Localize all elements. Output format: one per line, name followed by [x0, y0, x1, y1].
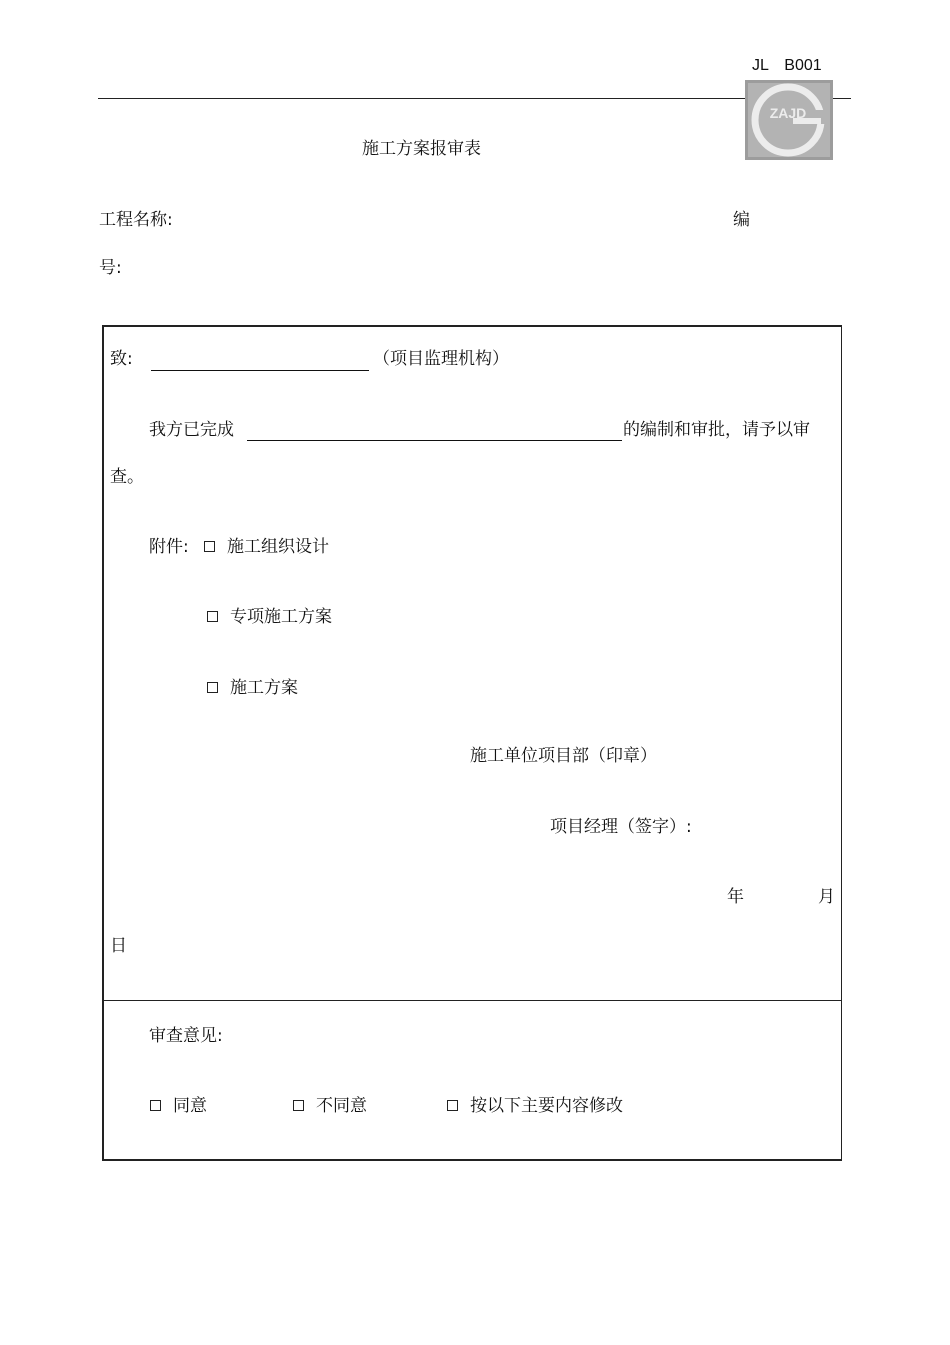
review-opinion-label: 审查意见:: [149, 1026, 223, 1046]
serial-number-label-part2: 号:: [99, 258, 122, 278]
completed-prefix: 我方已完成: [149, 420, 234, 440]
review-option-disagree[interactable]: [293, 1096, 367, 1116]
contractor-seal-label: 施工单位项目部（印章）: [470, 746, 657, 766]
completed-continuation: 查。: [110, 467, 144, 487]
logo-text: ZAJD: [769, 105, 807, 121]
plan-name-field-line[interactable]: [247, 440, 622, 441]
review-option-label: 同意: [173, 1096, 207, 1116]
attachment-label: 专项施工方案: [230, 607, 332, 627]
attachments-label: 附件:: [149, 537, 189, 557]
document-code: JL B001: [752, 57, 822, 74]
review-option-revise[interactable]: [447, 1096, 623, 1116]
review-option-agree[interactable]: [150, 1096, 207, 1116]
attachment-label: 施工组织设计: [227, 537, 329, 557]
form-title: 施工方案报审表: [362, 139, 481, 159]
attachment-option[interactable]: [207, 678, 298, 698]
project-name-label: 工程名称:: [99, 210, 173, 230]
date-month-label: 月: [818, 887, 835, 907]
review-option-label: 不同意: [316, 1096, 367, 1116]
attachment-label: 施工方案: [230, 678, 298, 698]
review-option-label: 按以下主要内容修改: [470, 1096, 623, 1116]
checkbox-icon[interactable]: [447, 1100, 458, 1111]
completed-suffix: 的编制和审批，请予以审: [623, 420, 810, 440]
checkbox-icon[interactable]: [150, 1100, 161, 1111]
attachment-option[interactable]: [204, 537, 329, 557]
checkbox-icon[interactable]: [204, 541, 215, 552]
project-manager-signature-label: 项目经理（签字）:: [550, 817, 692, 837]
checkbox-icon[interactable]: [207, 682, 218, 693]
serial-number-label-part1: 编: [733, 210, 750, 230]
recipient-field-line[interactable]: [151, 370, 369, 371]
checkbox-icon[interactable]: [293, 1100, 304, 1111]
company-logo: [745, 80, 833, 160]
attachment-option[interactable]: [207, 607, 332, 627]
header-rule: [98, 98, 851, 99]
to-label: 致:: [110, 349, 133, 369]
form-section-divider: [104, 1000, 841, 1001]
supervision-org-suffix: （项目监理机构）: [373, 349, 509, 369]
checkbox-icon[interactable]: [207, 611, 218, 622]
date-day-label: 日: [110, 936, 127, 956]
date-year-label: 年: [727, 887, 744, 907]
